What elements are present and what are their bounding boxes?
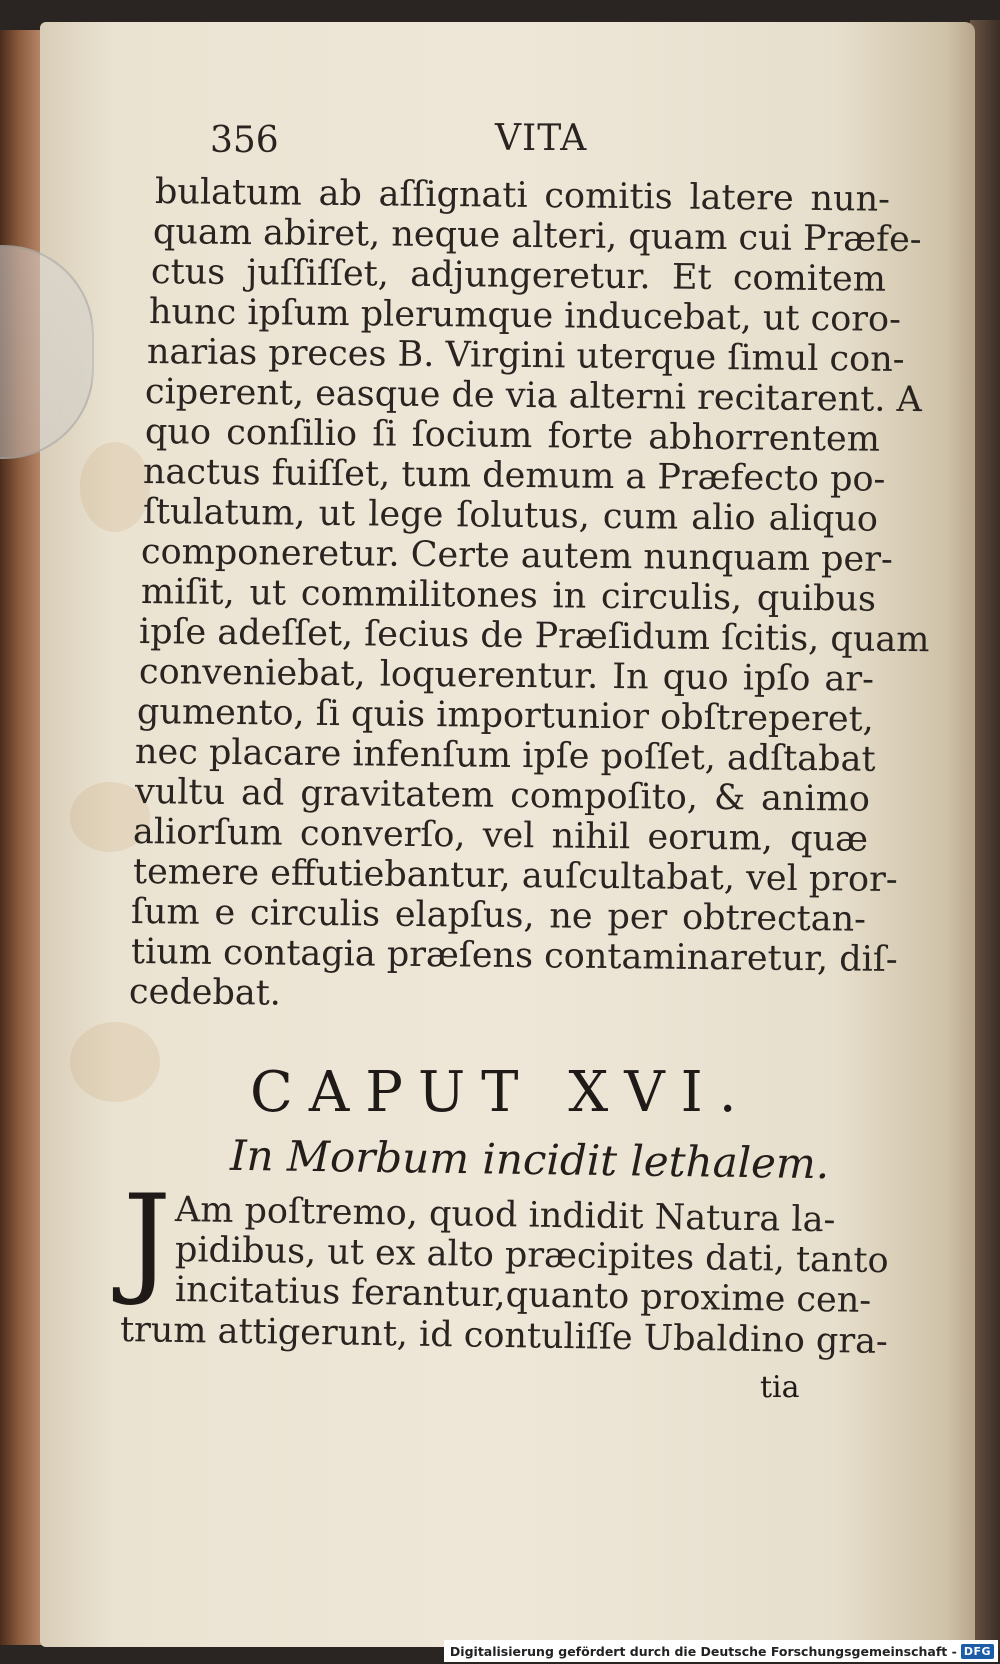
text-line: temere effutiebantur, auſcultabat, vel pror- bbox=[132, 852, 898, 901]
text-line: quam abiret, neque alteri, quam cui Præfe- bbox=[152, 212, 922, 261]
text-line: ctus juſſiſſet, adjungeretur. Et comitem bbox=[150, 252, 887, 300]
page-header bbox=[135, 110, 925, 172]
text-line: nactus fuiſſet, tum demum a Præfecto po- bbox=[142, 452, 886, 500]
text-line: nec placare infenſum ipſe poſſet, adſtabat bbox=[134, 732, 876, 780]
text-line: vultu ad gravitatem compoſito, & animo bbox=[134, 772, 871, 820]
text-line: quo conſilio ſi ſocium forte abhorrentem bbox=[144, 412, 881, 460]
text-line: pidibus, ut ex alto præcipites dati, tanto bbox=[174, 1230, 889, 1282]
text-line: narias preces B. Virgini uterque ſimul con- bbox=[146, 332, 905, 380]
dfg-logo-icon: DFG bbox=[961, 1644, 994, 1659]
digitization-footer bbox=[444, 1640, 998, 1662]
chapter-title: CAPUT XVI. bbox=[250, 1060, 753, 1125]
text-line: ciperent, easque de via alterni recitarent. A bbox=[144, 372, 923, 421]
running-head: VITA bbox=[495, 118, 588, 159]
text-line: bulatum ab aſſignati comitis latere nun- bbox=[154, 172, 891, 220]
drop-cap: J bbox=[123, 1170, 172, 1309]
page-number: 356 bbox=[210, 120, 279, 161]
text-block bbox=[128, 110, 930, 1014]
text-line: aliorſum converſo, vel nihil eorum, quæ bbox=[132, 812, 869, 860]
text-line: incitatius ferantur,quanto proxime cen- bbox=[174, 1270, 872, 1321]
paragraph-1 bbox=[128, 172, 930, 1014]
text-line: miſit, ut commilitones in circulis, quibus bbox=[140, 572, 877, 620]
foxing-stain bbox=[70, 1022, 160, 1102]
text-line: componeretur. Certe autem nunquam per- bbox=[140, 532, 894, 580]
text-line: trum attigerunt, id contuliſſe Ubaldino gra- bbox=[119, 1310, 889, 1363]
text-line: ipſe adeſſet, ſecius de Præſidum ſcitis, quam bbox=[138, 612, 930, 661]
text-line: hunc ipſum plerumque inducebat, ut coro- bbox=[148, 292, 902, 340]
footer-text: Digitalisierung gefördert durch die Deutsche Forschungsgemeinschaft - bbox=[449, 1643, 957, 1659]
text-line: ſtulatum, ut lege ſolutus, cum alio aliquo bbox=[142, 492, 879, 540]
catchword: tia bbox=[760, 1370, 800, 1405]
paragraph-2 bbox=[119, 1190, 889, 1363]
text-line: ſum e circulis elapſus, ne per obtrectan- bbox=[130, 892, 867, 940]
text-line: tium contagia præſens contaminaretur, diſ- bbox=[130, 932, 898, 981]
text-line: gumento, ſi quis importunior obſtreperet, bbox=[136, 692, 875, 740]
chapter-subtitle: In Morbum incidit lethalem. bbox=[229, 1130, 830, 1189]
text-line: Am poſtremo, quod indidit Natura la- bbox=[174, 1190, 836, 1241]
text-line: conveniebat, loquerentur. In quo ipſo ar- bbox=[138, 652, 875, 700]
text-line: cedebat. bbox=[128, 972, 282, 1014]
